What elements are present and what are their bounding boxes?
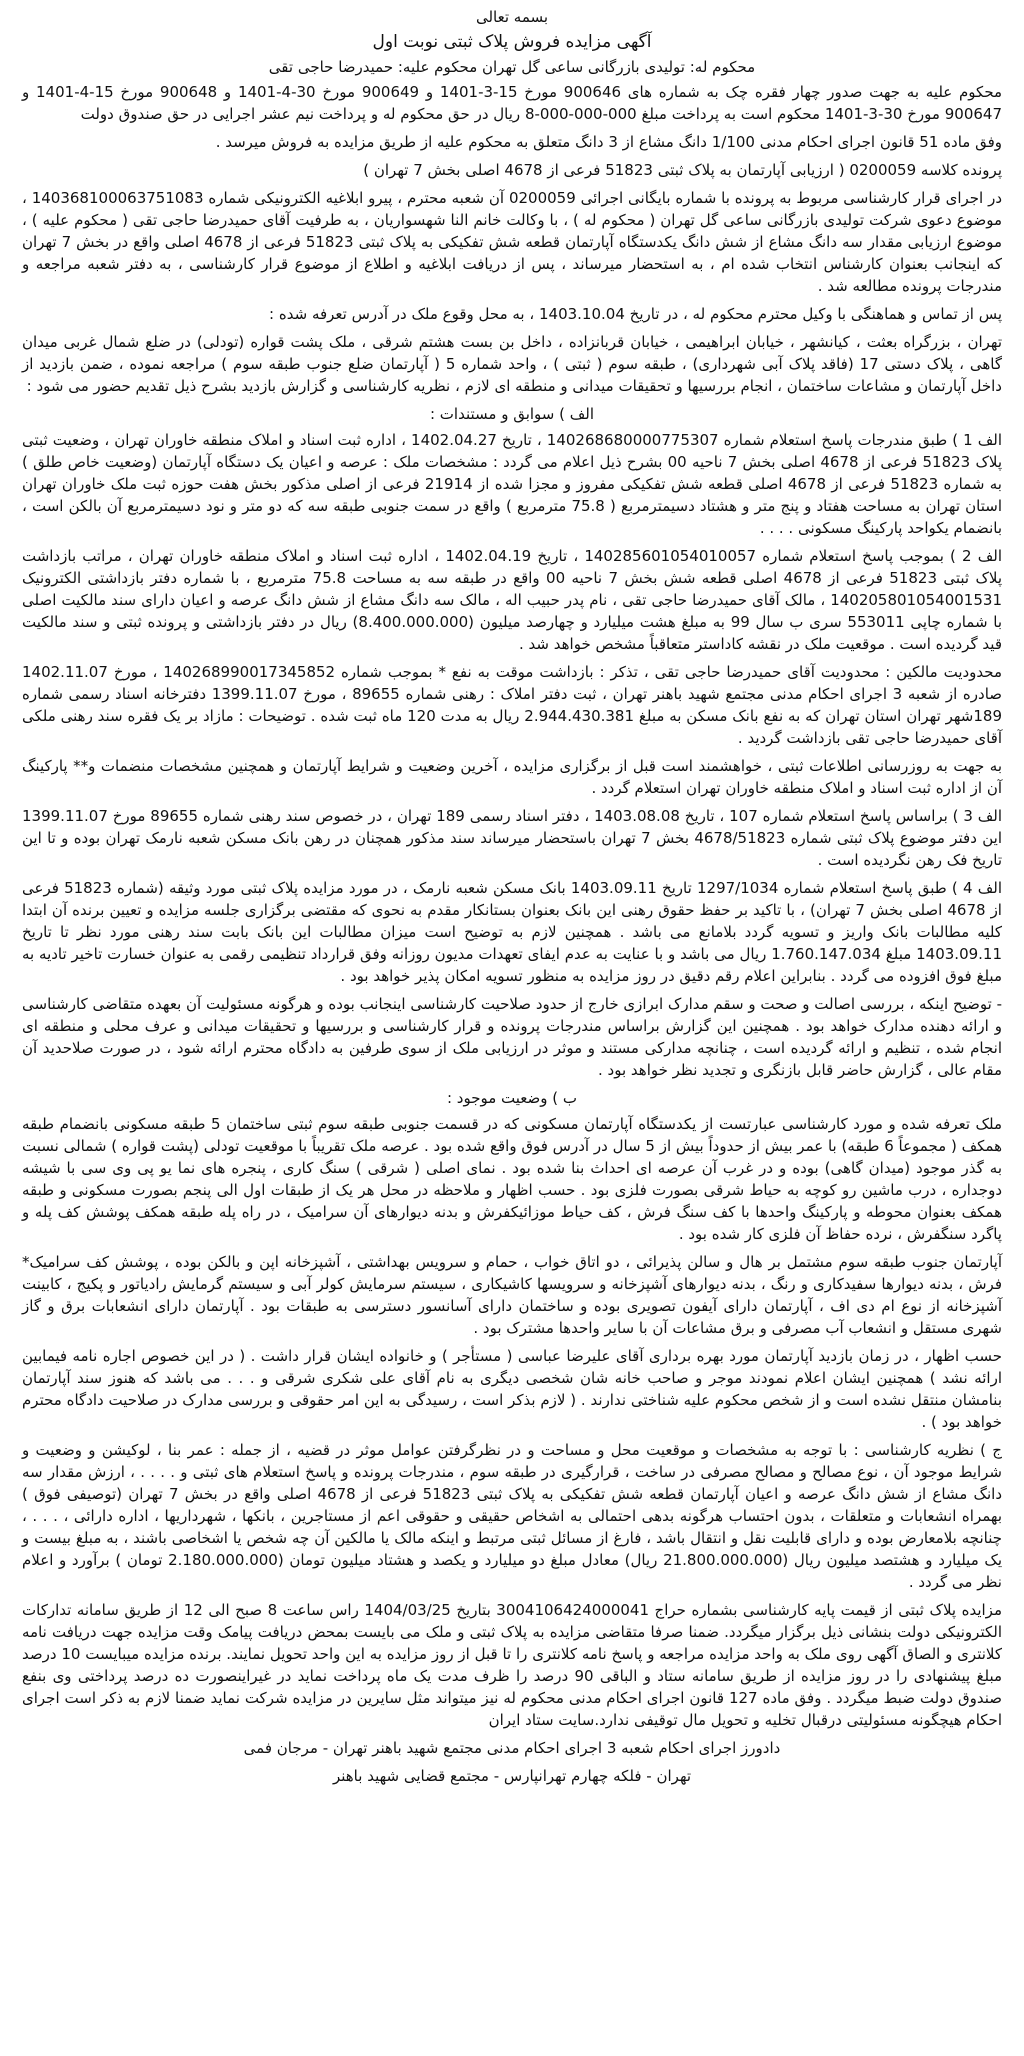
section-a-paragraph: الف 4 ) طبق پاسخ استعلام شماره 1297/1034 تاریخ 1403.09.11 بانک مسکن شعبه نارمک ، در مورد مزایده پلاک ثبتی مورد وثیقه (شماره 51823 فرعی از 4678 اصلی بخش 7 تهران) ، با تاکید بر حفظ حقوق رهنی این بانک بعنوان بستانکار مقدم به نحوی که مقتضی برگزاری جلسه مزایده و تعیین برنده آن ابتدا کلیه مطالبات بانک واریز و تسویه گردد بلامانع می باشد . همچنین لازم به توضیح است میزان مطالبات این بانک بابت سند رهنی مورد نظر تا تاریخ 1403.09.11 مبلغ 1.760.147.034 ریال می باشد و با عنایت به عدم ایفای تعهدات مدیون روزانه وفق قرارداد تنظیمی رقمی به عنوان خسارت تاخیر تادیه به مبلغ فوق افزوده می گردد . بنابراین اعلام رقم دقیق در روز مزایده به منظور تسویه امکان پذیر خواهد بود .	[22, 879, 1003, 985]
section-b-paragraph: ملک تعرفه شده و مورد کارشناسی عبارتست از یکدستگاه آپارتمان مسکونی که در قسمت جنوبی طبقه سوم ثبتی ساختمان 5 طبقه مسکونی بانضمام طبقه همکف ( مجموعاً 6 طبقه) با عمر بیش از حدوداً بیش از 5 سال در آدرس فوق واقع شده بود . عرصه ملک تقریباً با موقعیت تودلی (پشت قواره ) شمالی نسبت به گذر موجود (میدان گاهی) بوده و در غرب آن عرصه ای احداث بنا شده بود . نمای اصلی ( شرقی ) سنگ کاری ، پنجره های نما یو پی وی سی با شیشه دوجداره ، درب ماشین رو کوچه به حیاط شرقی بصورت فلزی بود . حسب اظهار و ملاحظه در محل هر یک از طبقات اول الی پنجم بصورت مسکونی و طبقه همکف بعنوان محوطه و پارکینگ واحدها با کف سنگ فرش ، کف حیاط موزائیکفرش و بدنه دیوارهای آن سرامیک ، در راه پله طبقه همکف پوشش کف پله و پاگرد سنگفرش ، نرده حفاظ آن فلزی کار شده بود .	[22, 1115, 1002, 1243]
intro-paragraph: محکوم علیه به جهت صدور چهار فقره چک به شماره های 900646 مورخ 15-3-1401 و 900649 مورخ 30-4-1401 و 900648 مورخ 15-4-1401 و 900647 مورخ 30-3-1401 محکوم است به پرداخت مبلغ 000-000-000-8 ریال در حق محکوم له و پرداخت نیم عشر اجرایی در حق صندوق دولت	[22, 83, 1003, 123]
section-a-paragraph: الف 2 ) بموجب پاسخ استعلام شماره 140285601054010057 ، تاریخ 1402.04.19 ، اداره ثبت اسناد و املاک منطقه خاوران تهران ، مراتب بازداشت پلاک ثبتی 51823 فرعی از 4678 اصلی قطعه شش بخش 7 ناحیه 00 واقع در طبقه سه به مساحت 75.8 مترمربع ، با شماره دفتر بازداشتی الکترونیک 140205801054001531 ، مالک آقای حمیدرضا حاجی تقی ، نام پدر حبیب اله ، مالک سه دانگ مشاع از شش دانگ عرصه و اعیان دارای سند مالکیت اصلی با شماره چاپی 553011 سری ب سال 99 به مبلغ هشت میلیارد و چهارصد میلیون (8.400.000.000) ریال در دفتر بازداشتی و پرونده ثبتی و سند مالکیت قید گردیده است . موقعیت ملک در نقشه کاداستر متعاقباً مشخص خواهد شد .	[22, 547, 1002, 653]
notice-title: آگهی مزایده فروش پلاک ثبتی نوبت اول	[372, 32, 652, 52]
section-a-paragraph: الف 1 ) طبق مندرجات پاسخ استعلام شماره 140268680000775307 ، تاریخ 1402.04.27 ، اداره ثبت اسناد و املاک منطقه خاوران تهران ، وضعیت ثبتی پلاک 51823 فرعی از 4678 اصلی بخش 7 ناحیه 00 بشرح ذیل اعلام می گردد : مشخصات ملک : عرصه و اعیان یک دستگاه آپارتمان (وضعیت خاص طلق ) به شماره 51823 فرعی از 4678 اصلی قطعه شش تفکیکی مفروز و مجزا شده از 21914 فرعی از اصلی مذکور بخش هفت حوزه ثبت ملک خاوران تهران استان تهران به مساحت هفتاد و پنج متر و هشتاد دسیمترمربع ( 75.8 مترمربع ) واقع در سمت جنوبی طبقه سه که دو متر و نود دسیمترمربع آن بالکن است ، بانضمام یکواحد پارکینگ مسکونی . . . .	[22, 431, 1002, 537]
bismillah: بسمه تعالی	[475, 8, 549, 26]
section-a-paragraph: محدودیت مالکین : محدودیت آقای حمیدرضا حاجی تقی ، تذکر : بازداشت موقت به نفع * بموجب شماره 140268990017345852 ، مورخ 1402.11.07 صادره از شعبه 3 اجرای احکام مدنی مجتمع شهید باهنر تهران ، ثبت دفتر املاک : رهنی شماره 89655 ، مورخ 1399.11.07 دفترخانه اسناد رسمی شماره 189شهر تهران استان تهران که به نفع بانک مسکن به مبلغ 2.944.430.381 ریال به مدت 120 ماه ثبت شده . توضیحات : مازاد بر یک فقره سند رهنی ملکی آقای حمیدرضا حاجی تقی بازداشت گردید .	[22, 663, 1003, 747]
parties-line: محکوم له: تولیدی بازرگانی ساعی گل تهران محکوم علیه: حمیدرضا حاجی تقی	[268, 58, 756, 76]
section-a-paragraph: - توضیح اینکه ، بررسی اصالت و صحت و سقم مدارک ابرازی خارج از حدود صلاحیت کارشناسی اینجانب بوده و هرگونه مسئولیت آن بعهده متقاضی کارشناسی و ارائه دهنده مدارک خواهد بود . همچنین این گزارش براساس مندرجات پرونده و قرار کارشناسی و بررسیها و تحقیقات میدانی و عرف محلی و منطقه ای انجام شده ، تنظیم و ارائه گردیده است ، چنانچه مدارکی مستند و موثر در ارزیابی ملک از سوی طرفین به دادگاه محترم ارائه شود ، در صورت صلاحدید آن مقام عالی ، گزارش حاضر قابل بازنگری و تجدید نظر خواهد بود .	[22, 995, 1002, 1079]
section-a-paragraph: به جهت به روزرسانی اطلاعات ثبتی ، خواهشمند است قبل از برگزاری مزایده ، آخرین وضعیت و شرایط آپارتمان و همچنین مشخصات منضمات و** پارکینگ آن از اداره ثبت اسناد و املاک منطقه خاوران تهران استعلام گردد .	[22, 757, 1002, 797]
section-b-heading: ب ) وضعیت موجود :	[446, 1089, 578, 1107]
section-b-paragraph: آپارتمان جنوب طبقه سوم مشتمل بر هال و سالن پذیرائی ، دو اتاق خواب ، حمام و سرویس بهداشتی ، آشپزخانه اپن و بالکن بوده ، پوشش کف سرامیک* فرش ، بدنه دیوارها سفیدکاری و رنگ ، بدنه دیوارهای آشپزخانه و سرویسها کاشیکاری ، سیستم سرمایش کولر آبی و سیستم گرمایش رادیاتور و پکیج ، کابینت آشپزخانه از نوع ام دی اف ، آپارتمان دارای آیفون تصویری بوده و ساختمان دارای آسانسور دسترسی به طبقات بود . آپارتمان دارای انشعابات برق و گاز شهری مستقل و انشعاب آب مصرفی و برق مشاعات آن با سایر واحدها مشترک بود .	[22, 1253, 1002, 1337]
section-c-paragraph: ج ) نظریه کارشناسی : با توجه به مشخصات و موقعیت محل و مساحت و در نظرگرفتن عوامل موثر در قضیه ، از جمله : عمر بنا ، لوکیشن و وضعیت و شرایط موجود آن ، نوع مصالح و مصالح مصرفی در ساخت ، قرارگیری در طبقه سوم ، مندرجات پرونده و پاسخ استعلام های ثبتی و . . . . ، ارزش مقدار سه دانگ مشاع از شش دانگ عرصه و اعیان آپارتمان قطعه شش تفکیکی به پلاک ثبتی 51823 فرعی از 4678 اصلی واقع در بخش 7 تهران (توصیفی فوق ) بهمراه انشعابات و متعلقات ، بدون احتساب هرگونه بدهی احتمالی به اشخاص حقیقی و حقوقی اعم از مستاجرین ، بانکها ، شهرداریها ، اداره دارائی ، . . . ، چنانچه بلامعارض بوده و دارای قابلیت نقل و انتقال باشد ، فارغ از مسائل ثبتی مرتبط و اینکه مالک یا مالکین آن چه شخص یا اشخاصی باشند ، به مبلغ بیست و یک میلیارد و هشتصد میلیون ریال (21.800.000.000 ریال) معادل مبلغ دو میلیارد و یکصد و هشتاد میلیون تومان (2.180.000.000 تومان ) برآورد و اعلام نظر می گردد .	[22, 1441, 1003, 1591]
section-a-heading: الف ) سوابق و مستندات :	[429, 405, 595, 423]
intro-paragraph: در اجرای قرار کارشناسی مربوط به پرونده با شماره بایگانی اجرائی 0200059 آن شعبه محترم ، پیرو ابلاغیه الکترونیکی شماره 140368100063751083 ، موضوع دعوی شرکت تولیدی بازرگانی ساعی گل تهران ( محکوم له ) ، با وکالت خانم النا شهسواریان ، به طرفیت آقای حمیدرضا حاجی تقی ( محکوم علیه ) ، موضوع ارزیابی مقدار سه دانگ مشاع از شش دانگ یکدستگاه آپارتمان قطعه شش تفکیکی به پلاک ثبتی 51823 فرعی از 4678 اصلی واقع در بخش 7 تهران که اینجانب بعنوان کارشناس انتخاب شده ام ، به استحضار میرساند ، پس از دریافت ابلاغیه و اطلاع از موضوع قرار کارشناسی ، به دفتر شعبه مراجعه و مندرجات پرونده مطالعه شد .	[22, 189, 1002, 295]
intro-paragraph: وفق ماده 51 قانون اجرای احکام مدنی 1/100 دانگ مشاع از 3 دانگ متعلق به محکوم علیه از طریق مزایده به فروش میرسد .	[215, 133, 1002, 151]
address-line: تهران - فلکه چهارم تهرانپارس - مجتمع قضایی شهید باهنر	[332, 1767, 692, 1785]
case-file-line: پرونده کلاسه 0200059 ( ارزیابی آپارتمان به پلاک ثبتی 51823 فرعی از 4678 اصلی بخش 7 تهران )	[363, 161, 1002, 179]
address-paragraph: تهران ، بزرگراه بعثت ، کیانشهر ، خیابان ابراهیمی ، خیابان قربانزاده ، داخل بن بست هشتم شرقی ، ملک پشت قواره (تودلی) در ضلع شمال غربی میدان گاهی ، پلاک دستی 17 (فاقد پلاک آبی شهرداری) ، طبقه سوم ( ثبتی ) ، واحد شماره 5 ( آپارتمان ضلع جنوب طبقه سوم ) مراجعه نموده ، ضمن بازدید از داخل آپارتمان و مشاعات ساختمان ، انجام بررسیها و تحقیقات میدانی و منطقه ای لازم ، نظریه کارشناسی و گزارش بازدید بشرح ذیل تقدیم حضور می شود :	[22, 333, 1002, 395]
auction-terms-paragraph: مزایده پلاک ثبتی از قیمت پایه کارشناسی بشماره حراج 3004106424000041 بتاریخ 1404/03/25 راس ساعت 8 صبح الی 12 از طریق سامانه تدارکات الکترونیکی دولت بنشانی ذیل برگزار میگردد. ضمنا صرفا متقاضی مزایده به پلاک ثبتی و ملک می بایست بمحض دریافت پیامک وقت مزایده جهت دریافت نامه کلانتری و الصاق آگهی روی ملک به واحد مزایده مراجعه و پاسخ نامه کلانتری را تا قبل از روز مزایده به این واحد تحویل نمایند. برنده مزایده میبایست 10 درصد مبلغ پیشنهادی را در روز مزایده از طریق سامانه ستاد و الباقی 90 درصد را ظرف مدت یک ماه پرداخت نماید در غیراینصورت ده درصد پرداختی وی بنفع صندوق دولت ضبط میگردد . وفق ماده 127 قانون اجرای احکام مدنی محکوم له نیز میتواند مثل سایرین در مزایده شرکت نماید ضمنا لازم به ذکر است اجرای احکام هیچگونه مسئولیتی درقبال تخلیه و تحویل مال توقیفی ندارد.سایت ستاد ایران	[22, 1601, 1003, 1729]
section-a-paragraph: الف 3 ) براساس پاسخ استعلام شماره 107 ، تاریخ 1403.08.08 ، دفتر اسناد رسمی 189 تهران ، در خصوص سند رهنی شماره 89655 مورخ 1399.11.07 این دفتر موضوع پلاک ثبتی شماره 4678/51823 بخش 7 تهران باستحضار میرساند سند مذکور همچنان در رهن بانک مسکن شعبه نارمک تهران بوده و تا این تاریخ فک رهن نگردیده است .	[22, 807, 1002, 869]
section-b-paragraph: حسب اظهار ، در زمان بازدید آپارتمان مورد بهره برداری آقای علیرضا عباسی ( مستأجر ) و خانواده ایشان قرار داشت . ( در این خصوص اجاره نامه فیمابین ارائه نشد ) همچنین ایشان اعلام نمودند موجر و صاحب خانه شان شخصی دیگری به نام آقای علی شکری شرقی و . . . می باشد که هنوز سند آپارتمان بنامشان منتقل نشده است و از شخص محکوم علیه شناختی ندارند . ( لازم بذکر است ، رسیدگی به این امر حقوقی و بررسی مدارک در صلاحیت دادگاه محترم خواهد بود ) .	[22, 1347, 1002, 1431]
intro-paragraph: پس از تماس و هماهنگی با وکیل محترم محکوم له ، در تاریخ 1403.10.04 ، به محل وقوع ملک در آدرس تعرفه شده :	[269, 305, 1002, 323]
signature-line: دادورز اجرای احکام شعبه 3 اجرای احکام مدنی مجتمع شهید باهنر تهران - مرجان فمی	[243, 1739, 781, 1757]
